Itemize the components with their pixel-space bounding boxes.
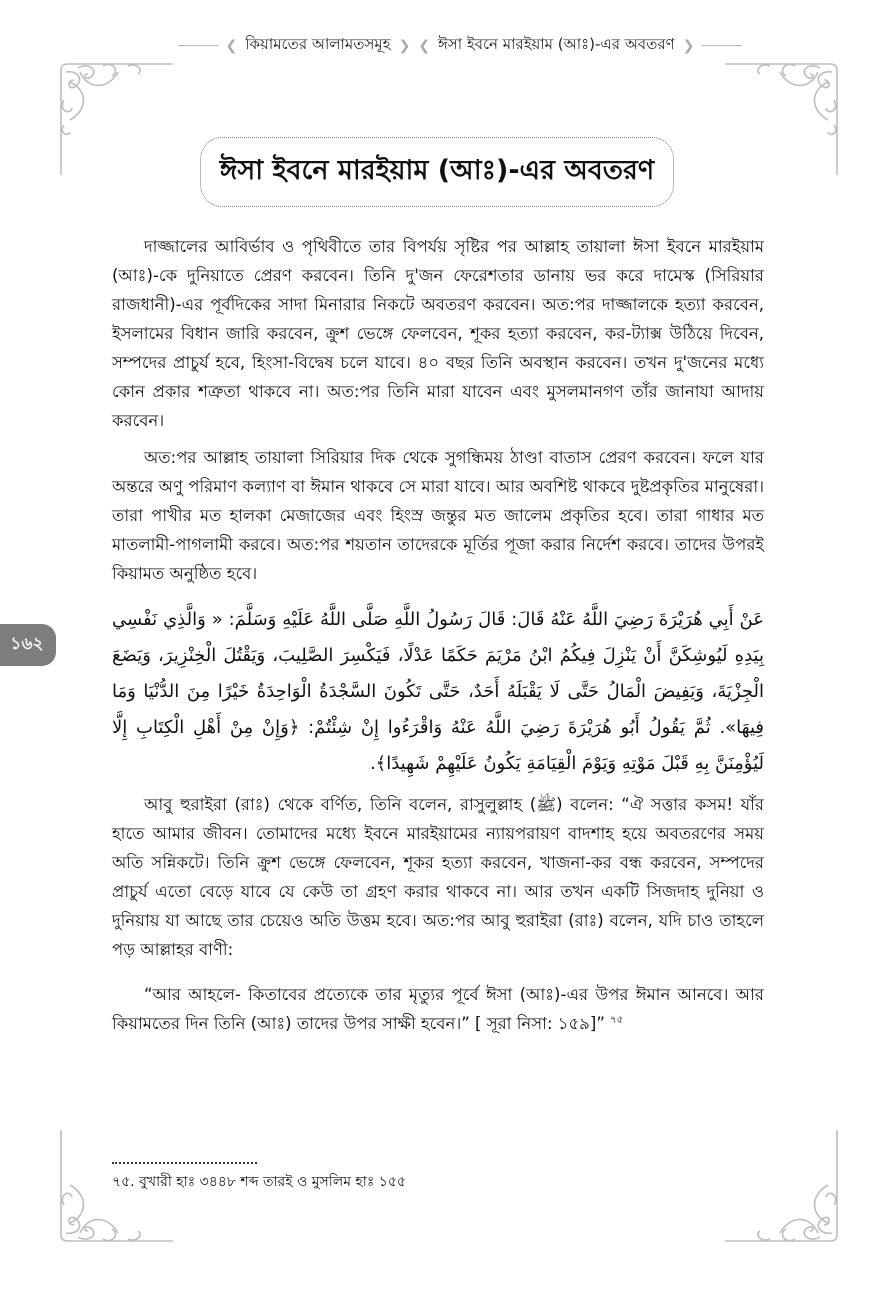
page-body [112,232,764,1038]
footnote: ৭৫. বুখারী হাঃ ৩৪৪৮ শব্দ তারই ও মুসলিম হাঃ ১৫৫ [112,1174,407,1190]
running-head-section: ঈসা ইবনে মারইয়াম (আঃ)-এর অবতরণ [438,35,675,53]
ornament-right-icon: ❯ [682,37,695,54]
corner-ornament-top-right [720,60,840,180]
floral-ornament-icon [720,1125,840,1245]
footnote-marker[interactable]: ৭৫ [610,1014,624,1026]
ornament-left-icon: ❮ [418,37,431,54]
paragraph: অত:পর আল্লাহ তায়ালা সিরিয়ার দিক থেকে সুগন্ধিময় ঠাণ্ডা বাতাস প্রেরণ করবেন। ফলে যার অন্তরে অণু পরিমাণ কল্যাণ বা ঈমান থাকবে সে মারা যাবে। আর অবশিষ্ট থাকবে দুষ্টপ্রকৃতির মানুষেরা। তারা পাখীর মত হালকা মেজাজের এবং হিংস্র জন্তুর মত জালেম প্রকৃতির হবে। তারা গাধার মত মাতলামী-পাগলামী করবে। অত:পর শয়তান তাদেরকে মূর্তির পূজা করার নির্দেশ করবে। তাদের উপরই কিয়ামত অনুষ্ঠিত হবে। [112,448,764,583]
quran-quote [112,980,764,1038]
quran-quote-text: “আর আহলে- কিতাবের প্রত্যেকে তার মৃত্যুর পূর্বে ঈসা (আঃ)-এর উপর ঈমান আনবে। আর কিয়ামতের দিন তিনি (আঃ) তাদের উপর সাক্ষী হবেন।” [ সূরা নিসা: ১৫৯]” [112,985,764,1033]
ornament-right-icon: ❯ [398,37,411,54]
corner-ornament-bottom-right [720,1125,840,1245]
divider [178,45,218,46]
running-head [175,33,745,58]
hadith-translation: আবু হুরাইরা (রাঃ) থেকে বর্ণিত, তিনি বলেন, রাসুলুল্লাহ (ﷺ) বলেন: “ঐ সত্তার কসম! যাঁর হাতে আমার জীবন। তোমাদের মধ্যে ইবনে মারইয়ামের ন্যায়পরায়ণ বাদশাহ হয়ে অবতরণের সময় অতি সন্নিকটে। তিনি ক্রুশ ভেঙ্গে ফেলবেন, শূকর হত্যা করবেন, খাজনা-কর বন্ধ করবেন, সম্পদের প্রাচুর্য এতো বেড়ে যাবে যে কেউ তা গ্রহণ করার থাকবে না। আর তখন একটি সিজদাহ দুনিয়া ও দুনিয়ায় যা আছে তার চেয়েও অতি উত্তম হবে। অত:পর আবু হুরাইরা (রাঃ) বলেন, যদি চাও তাহলে পড় আল্লাহর বাণী: [112,795,765,959]
section-title: ঈসা ইবনে মারইয়াম (আঃ)-এর অবতরণ [219,154,655,186]
section-title-box [200,137,674,207]
paragraph: দাজ্জালের আবির্ভাব ও পৃথিবীতে তার বিপর্যয় সৃষ্টির পর আল্লাহ তায়ালা ঈসা ইবনে মারইয়াম (আঃ)-কে দুনিয়াতে প্রেরণ করবেন। তিনি দু'জন ফেরেশতার ডানায় ভর করে দামেস্ক (সিরিয়ার রাজধানী)-এর পূর্বদিকের সাদা মিনারার নিকটে অবতরণ করবেন। অত:পর দাজ্জালকে হত্যা করবেন, ইসলামের বিধান জারি করবেন, ক্রুশ ভেঙ্গে ফেলবেন, শূকর হত্যা করবেন, কর-ট্যাক্স উঠিয়ে দিবেন, সম্পদের প্রাচুর্য হবে, হিংসা-বিদ্বেষ চলে যাবে। ৪০ বছর তিনি অবস্থান করবেন। তখন দু'জনের মধ্যে কোন প্রকার শত্রুতা থাকবে না। অত:পর তিনি মারা যাবেন এবং মুসলমানগণ তাঁর জানাযা আদায় করবেন। [112,237,764,430]
floral-ornament-icon [720,60,840,180]
page-number: ১৬২ [10,634,44,654]
divider [702,45,742,46]
floral-ornament-icon [58,60,178,180]
footnote-divider [112,1162,257,1164]
page-number-tab [0,624,56,666]
running-head-chapter: কিয়ামতের আলামতসমূহ [245,35,391,53]
arabic-hadith: عَنْ أَبِي هُرَيْرَةَ رَضِيَ اللَّهُ عَنْهُ قَالَ: قَالَ رَسُولُ اللَّهِ صَلَّى اللَّهُ عَلَيْهِ وَسَلَّمَ: « وَالَّذِي نَفْسِي بِيَدِهِ لَيُوشِكَنَّ أَنْ يَنْزِلَ فِيكُمُ ابْنُ مَرْيَمَ حَكَمًا عَدْلًا، فَيَكْسِرَ الصَّلِيبَ، وَيَقْتُلَ الْخِنْزِيرَ، وَيَضَعَ الْجِزْيَةَ، وَيَفِيضَ الْمَالُ حَتَّى لَا يَقْبَلَهُ أَحَدٌ، حَتَّى تَكُونَ السَّجْدَةُ الْوَاحِدَةُ خَيْرًا مِنَ الدُّنْيَا وَمَا فِيهَا». ثُمَّ يَقُولُ أَبُو هُرَيْرَةَ رَضِيَ اللَّهُ عَنْهُ وَاقْرَءُوا إِنْ شِئْتُمْ: ﴿وَإِنْ مِنْ أَهْلِ الْكِتَابِ إِلَّا لَيُؤْمِنَنَّ بِهِ قَبْلَ مَوْتِهِ وَيَوْمَ الْقِيَامَةِ يَكُونُ عَلَيْهِمْ شَهِيدًا﴾. [112,609,764,774]
corner-ornament-top-left [58,60,178,180]
ornament-left-icon: ❮ [225,37,238,54]
